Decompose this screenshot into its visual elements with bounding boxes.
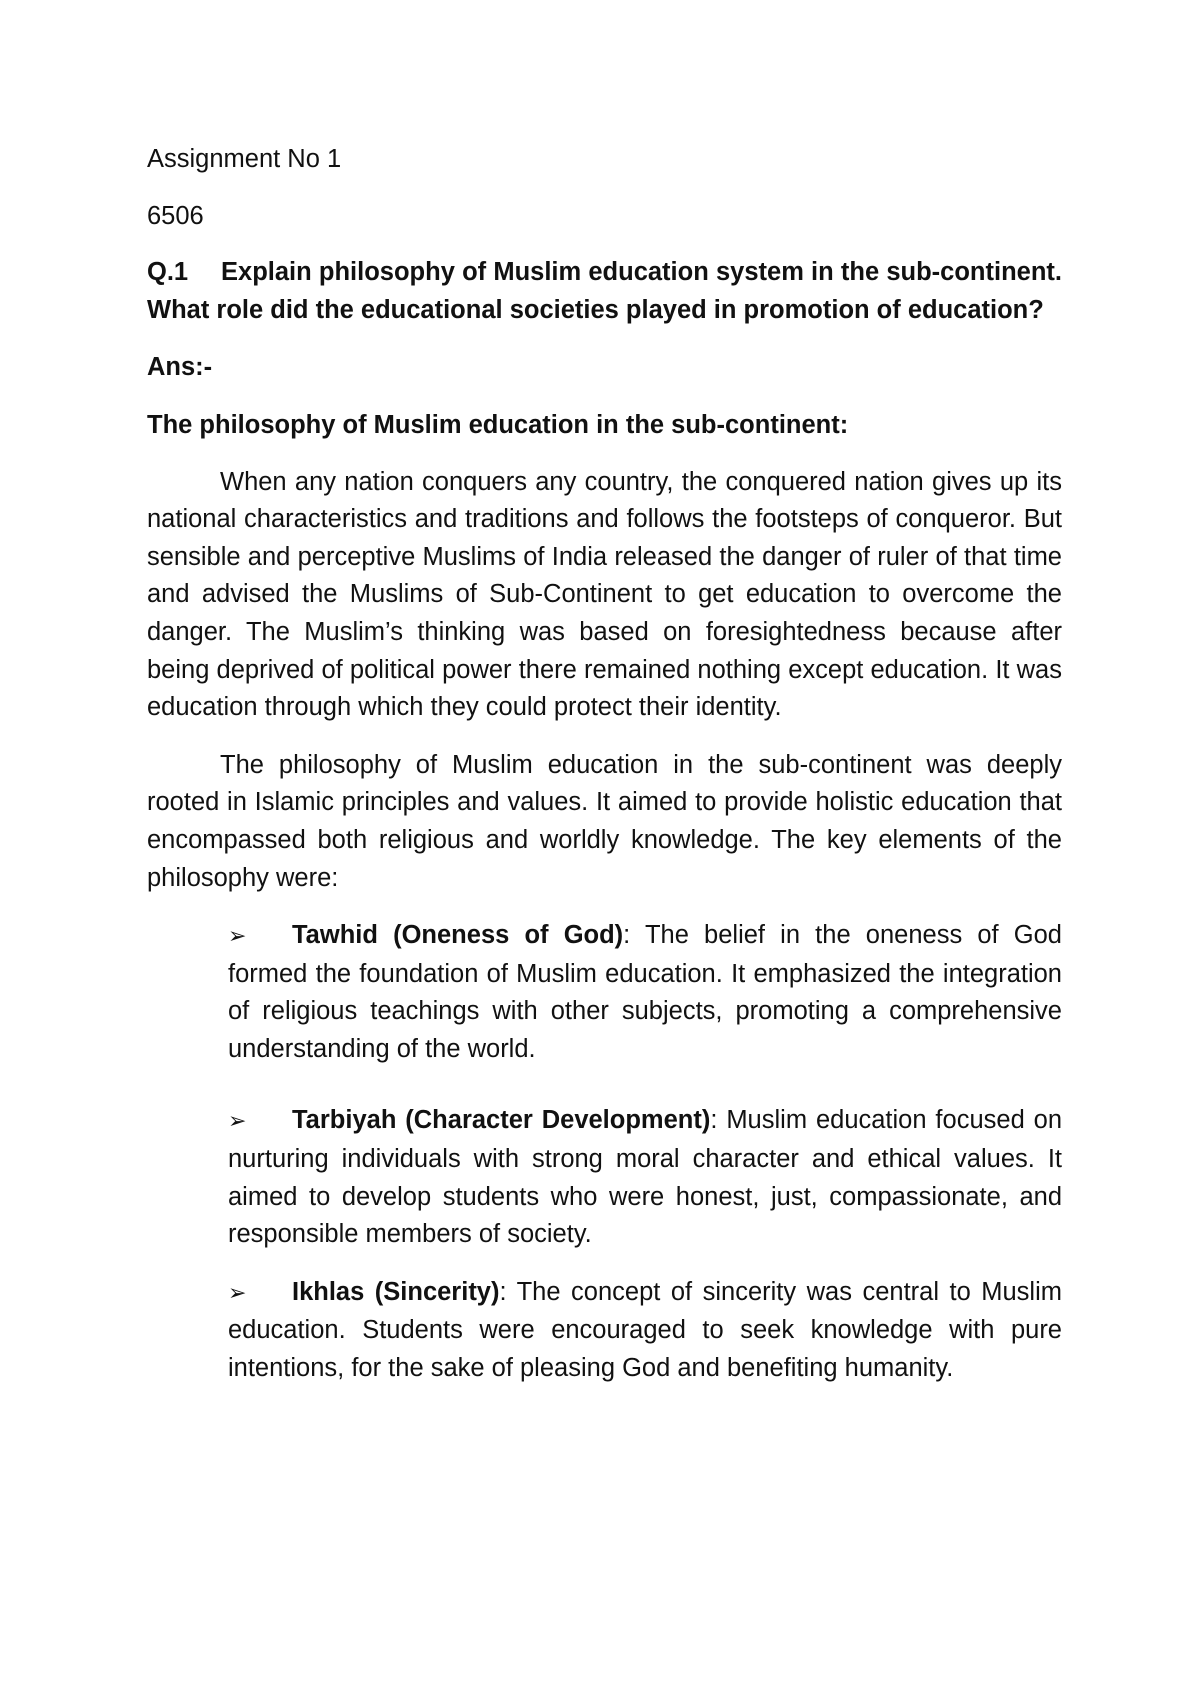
- list-item-term: Tarbiyah (Character Development): [292, 1106, 711, 1135]
- answer-label: Ans:-: [147, 353, 213, 382]
- course-code: 6506: [147, 201, 204, 230]
- list-item: [228, 1102, 1062, 1253]
- list-item: [228, 917, 1062, 1068]
- paragraph-1: When any nation conquers any country, the conquered nation gives up its national characteristics and traditions and follows the footsteps of conqueror. But sensible and perceptive Muslims of India released the danger of ruler of that time and advised the Muslims of Sub-Continent to get education to overcome the danger. The Muslim’s thinking was based on foresightedness because after being deprived of political power there remained nothing except education. It was education through which they could protect their identity.: [147, 467, 1062, 722]
- list-item: [228, 1274, 1062, 1388]
- list-item-text: : Muslim education focused on nurturing individuals with strong moral character and ethical values. It aimed to develop students who were honest, just, compassionate, and responsible members of society.: [228, 1106, 1062, 1249]
- list-item-term: Ikhlas (Sincerity): [292, 1277, 500, 1306]
- section-heading: The philosophy of Muslim education in the sub-continent:: [147, 410, 849, 439]
- list-item-term: Tawhid (Oneness of God): [292, 921, 624, 950]
- document-page: [147, 141, 1062, 1408]
- list-item-text: : The concept of sincerity was central to Muslim education. Students were encouraged to seek knowledge with pure intentions, for the sake of pleasing God and benefiting humanity.: [228, 1277, 1062, 1383]
- arrow-bullet-icon: ➢: [228, 924, 247, 950]
- list-item-text: : The belief in the oneness of God formed the foundation of Muslim education. It emphasized the integration of religious teachings with other subjects, promoting a comprehensive understanding of the world.: [228, 921, 1062, 1063]
- philosophy-elements-list: [228, 917, 1062, 1388]
- question-number: Q.1: [147, 258, 189, 287]
- question-text: Explain philosophy of Muslim education system in the sub-continent. What role did the educational societies played in promotion of education?: [147, 258, 1062, 324]
- arrow-bullet-icon: ➢: [228, 1280, 247, 1306]
- question-1: [147, 254, 1062, 329]
- assignment-title: Assignment No 1: [147, 145, 342, 173]
- arrow-bullet-icon: ➢: [228, 1109, 247, 1135]
- paragraph-2: The philosophy of Muslim education in the sub-continent was deeply rooted in Islamic principles and values. It aimed to provide holistic education that encompassed both religious and worldly knowledge. The key elements of the philosophy were:: [147, 750, 1062, 892]
